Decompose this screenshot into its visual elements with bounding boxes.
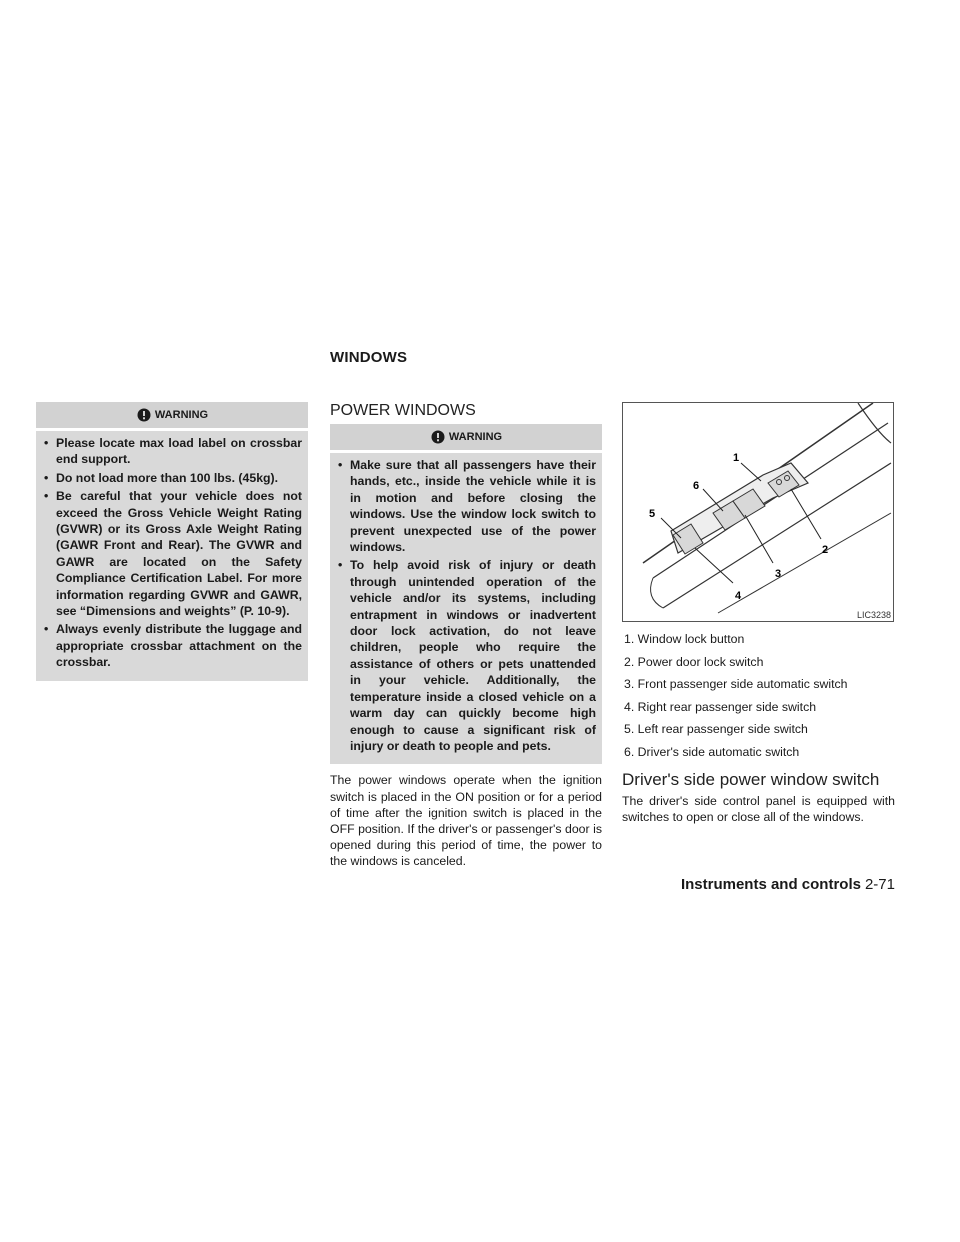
left-column — [36, 402, 308, 681]
power-windows-heading: POWER WINDOWS — [330, 402, 476, 419]
callout-3: 3 — [775, 568, 782, 580]
window-switch-illustration — [623, 403, 893, 621]
legend-item: 4. Right rear passenger side switch — [624, 699, 817, 714]
right-column — [622, 402, 895, 825]
callout-2: 2 — [822, 544, 829, 556]
warning-header — [36, 402, 308, 431]
legend-item: 1. Window lock button — [624, 632, 745, 646]
warning-label: WARNING — [154, 409, 209, 421]
section-title: WINDOWS — [330, 349, 408, 366]
warning-item: • Be careful that your vehicle does not exceed the Gross Vehicle Weight Rating (GVWR) or its Gross Axle Weight Rating (GAWR Front and Rear). The GVWR and GAWR are located on the Safety Compliance Certification Label. For more information regarding GVWR and GAWR, see “Dimensions and weights” (P. 10-9). — [44, 488, 302, 619]
window-switch-figure — [622, 402, 894, 622]
warning-item: • To help avoid risk of injury or death through unintended operation of the vehicle and/or its systems, including entrapment in windows or inadvertent door lock activation, do not leave children, people who require the assistance of others or pets unattended in your vehicle. Additionally, the temperature inside a closed vehicle on a warm day can quickly become high enough to cause a significant risk of injury or death to people and pets. — [338, 557, 596, 754]
driver-switch-heading: Driver's side power window switch — [622, 769, 880, 789]
warning-box — [330, 424, 602, 764]
legend-item: 2. Power door lock switch — [624, 654, 764, 669]
callout-5: 5 — [649, 508, 656, 520]
footer-title: Instruments and controls — [680, 876, 861, 893]
legend-item: 5. Left rear passenger side switch — [624, 722, 808, 737]
page-footer — [0, 876, 895, 893]
warning-icon — [136, 408, 152, 422]
legend-item: 6. Driver's side automatic switch — [624, 744, 800, 759]
figure-code: LIC3238 — [856, 610, 891, 620]
warning-item: • Always evenly distribute the luggage and appropriate crossbar attachment on the crossbar. — [44, 621, 302, 670]
warning-item: • Do not load more than 100 lbs. (45kg). — [44, 470, 302, 486]
page-number: 2-71 — [864, 876, 895, 893]
callout-1: 1 — [733, 452, 740, 464]
middle-column — [330, 402, 602, 870]
legend-item: 3. Front passenger side automatic switch — [624, 677, 848, 692]
warning-item: • Make sure that all passengers have their hands, etc., inside the vehicle while it is in motion and before closing the windows. Use the window lock switch to prevent unexpected use of the power windows. — [338, 457, 596, 555]
power-windows-body: The power windows operate when the ignition switch is placed in the ON position or for a period of time after the ignition switch is placed in the OFF position. If the driver's or passenger's door is opened during this period of time, the power to the windows is canceled. — [330, 773, 602, 869]
driver-switch-body: The driver's side control panel is equipped with switches to open or close all of the windows. — [622, 793, 895, 824]
warning-header — [330, 424, 602, 453]
switch-legend — [622, 628, 895, 764]
warning-list — [330, 453, 602, 754]
warning-icon — [430, 430, 446, 444]
warning-box — [36, 402, 308, 681]
warning-list — [36, 431, 308, 671]
callout-4: 4 — [735, 590, 742, 602]
warning-item: • Please locate max load label on crossbar end support. — [44, 435, 302, 468]
callout-6: 6 — [693, 480, 700, 492]
warning-label: WARNING — [448, 431, 503, 443]
